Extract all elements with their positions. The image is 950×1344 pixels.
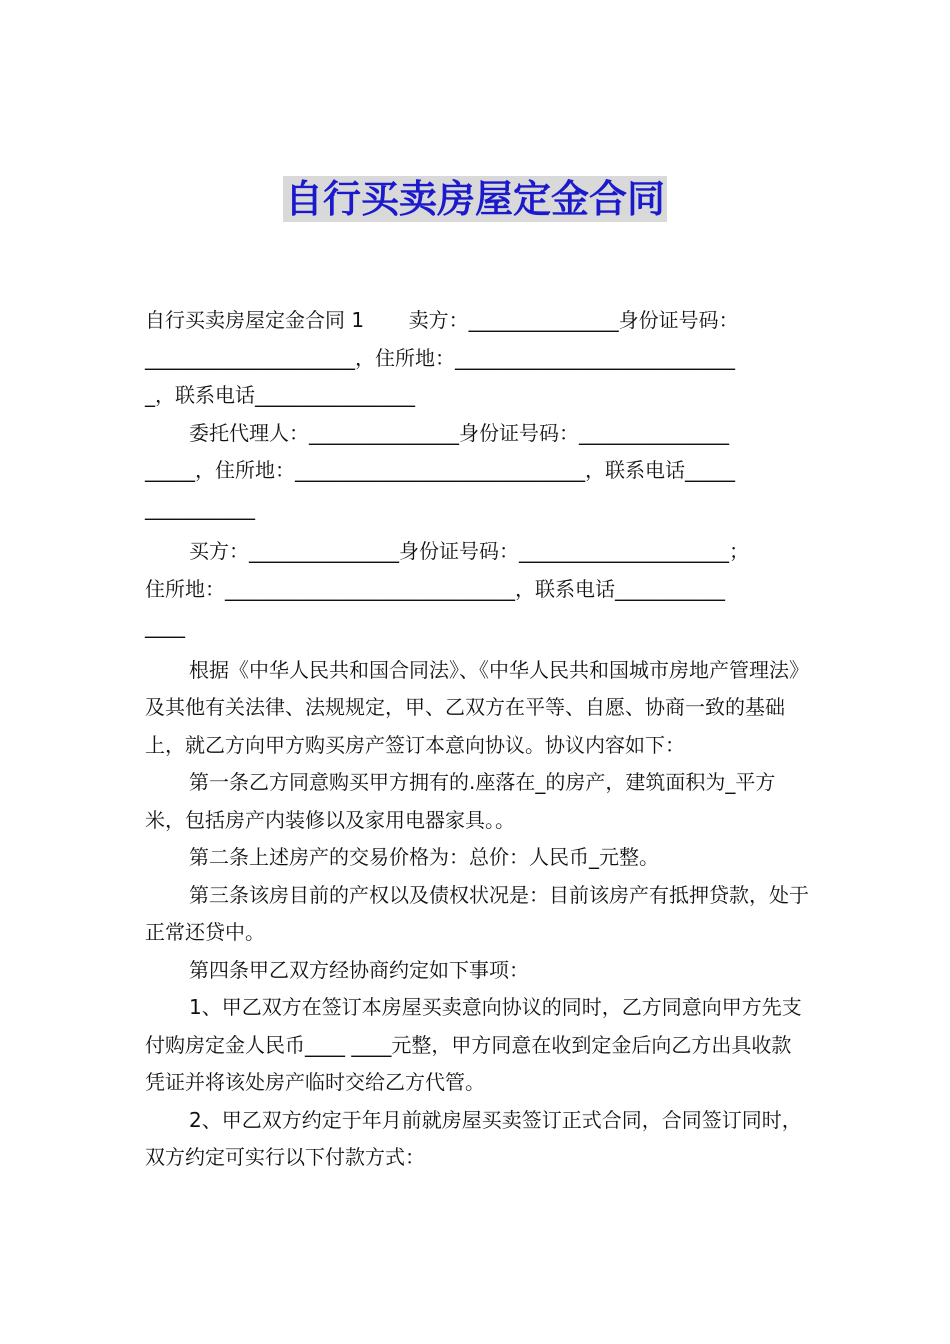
paragraph-article-4: 第四条甲乙双方经协商约定如下事项： [189,957,529,982]
agent-line: _____，住所地：_____________________________，联系电话_____ [145,458,735,482]
paragraph-preamble: 根据《中华人民共和国合同法》、《中华人民共和国城市房地产管理法》及其他有关法律、法规规定，甲、乙双方在平等、自愿、协商一致的基础上，就乙方向甲方购买房产签订本意向协议。协议内容如下： [145,657,809,757]
agent-line: 委托代理人：_______________身份证号码：_______________ [189,420,729,445]
paragraph-item-1: 1、甲乙双方在签订本房屋买卖意向协议的同时，乙方同意向甲方先支付购房定金人民币____ ____元整，甲方同意在收到定金后向乙方出具收款凭证并将该处房产临时交给乙方代管。 [145,995,802,1094]
paragraph-article-1: 第一条乙方同意购买甲方拥有的.座落在_的房产，建筑面积为_平方米，包括房产内装修以及家用电器家具。。 [145,770,776,832]
seller-line: 自行买卖房屋定金合同 1 卖方：_______________身份证号码： [145,308,739,332]
agent-info [145,415,810,528]
document-title-block [0,176,950,222]
buyer-line: ____ [145,614,185,638]
document-title: 自行买卖房屋定金合同 [284,177,665,221]
buyer-info [145,533,810,646]
paragraph-item-2: 2、甲乙双方约定于年月前就房屋买卖签订正式合同，合同签订同时，双方约定可实行以下付款方式： [145,1107,802,1169]
paragraph-article-2: 第二条上述房产的交易价格为：总价：人民币_元整。 [189,845,659,869]
seller-line: _，联系电话________________ [145,383,415,407]
seller-info [145,302,810,415]
seller-line: _____________________，住所地：____________________________ [145,345,735,370]
buyer-line: 住所地：_____________________________，联系电话___________ [145,576,725,601]
document-body [145,302,810,1177]
paragraph-article-3: 第三条该房目前的产权以及债权状况是：目前该房产有抵押贷款，处于正常还贷中。 [145,882,809,944]
buyer-line: 买方：_______________身份证号码：_____________________； [189,539,749,563]
agent-line: ___________ [145,495,255,520]
